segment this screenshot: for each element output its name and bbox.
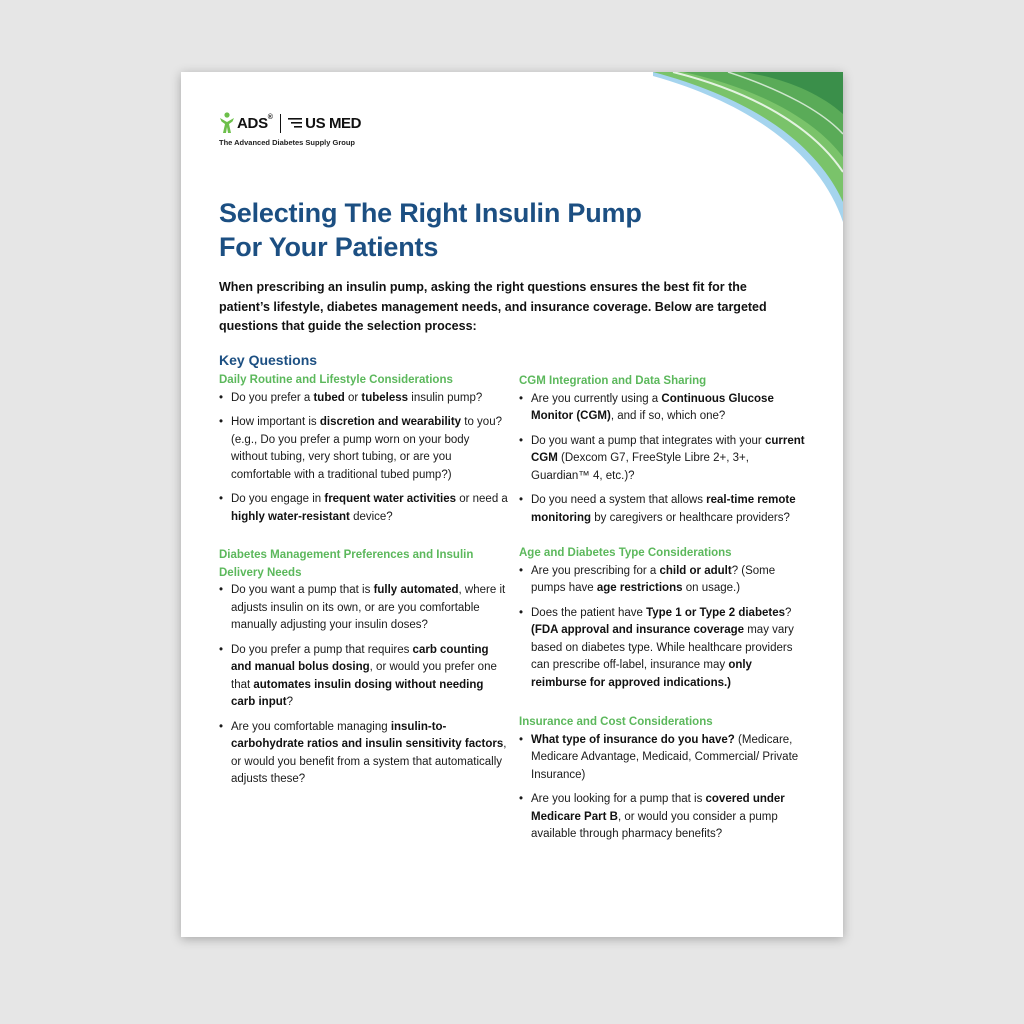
section-heading-diabetes-management: Diabetes Management Preferences and Insulin Delivery Needs [219,549,474,579]
bold-phrase: discretion and wearability [319,416,462,428]
bold-phrase: child or adult [659,564,732,577]
bold-phrase: What type of insurance do you have? [531,733,735,746]
section-heading-daily-routine: Daily Routine and Lifestyle Considerations [219,374,453,386]
question-item: • Are you comfortable managing insulin-to-carbohydrate ratios and insulin sensitivity factors, or would you benefit from a system that automatically adjusts these? [219,719,509,789]
ads-logo-text: ADS® [237,113,273,132]
question-item: • Do you want a pump that integrates with your current CGM (Dexcom G7, FreeStyle Libre 2+, 3+, Guardian™ 4, etc.)? [519,433,809,486]
page-title [219,196,779,264]
bold-phrase: covered under Medicare Part B [531,793,785,823]
ads-person-icon [219,112,235,134]
bold-phrase: real-time remote monitoring [531,494,796,524]
question-item: • Does the patient have Type 1 or Type 2 diabetes? (FDA approval and insurance coverage may vary based on diabetes type. While healthcare providers can prescribe off-label, insurance may only reimburse for approved indications.) [519,605,809,693]
insurance-cost-list [519,732,809,844]
question-item: • Do you want a pump that is fully automated, where it adjusts insulin on its own, or are you comfortable manually adjusting your insulin doses? [219,582,509,635]
bold-phrase: age restrictions [596,582,683,594]
question-item: • Do you prefer a pump that requires carb counting and manual bolus dosing, or would you prefer one that automates insulin dosing without needing carb input? [219,642,509,712]
usmed-logo-text: US MED [305,114,362,132]
question-item: • Are you prescribing for a child or adult? (Some pumps have age restrictions on usage.) [519,563,809,598]
bold-phrase: fully automated [373,584,459,596]
daily-routine-list [219,390,509,527]
age-diabetes-type-list [519,563,809,693]
question-item: • What type of insurance do you have? (Medicare, Medicare Advantage, Medicaid, Commercial/ Private Insurance) [519,732,809,785]
right-column [519,373,809,851]
bold-phrase: current CGM [531,434,805,464]
bold-phrase: (FDA approval and insurance coverage [531,624,745,636]
question-item: • Are you currently using a Continuous Glucose Monitor (CGM), and if so, which one? [519,391,809,426]
intro-paragraph: When prescribing an insulin pump, asking the right questions ensures the best fit for the patient’s lifestyle, diabetes management needs, and insurance coverage. Below are targeted questions that guide the selection process: [219,280,767,333]
logo-divider [280,114,282,133]
document-page [181,72,843,937]
title-line-2: For Your Patients [219,232,439,262]
bold-phrase: tubed [313,391,345,404]
key-questions-heading: Key Questions [219,352,318,368]
question-item: • How important is discretion and wearability to you? (e.g., Do you prefer a pump worn on your body without tubing, very short tubing, or are you comfortable with a traditional tubed pump?) [219,414,509,484]
title-line-1: Selecting The Right Insulin Pump [219,198,642,228]
bold-phrase: automates insulin dosing without needing carb input [231,678,484,708]
section-heading-age-diabetes-type: Age and Diabetes Type Considerations [519,547,732,559]
ads-usmed-logo [219,111,361,147]
section-heading-insurance-cost: Insurance and Cost Considerations [519,716,713,728]
question-item: • Are you looking for a pump that is covered under Medicare Part B, or would you consider a pump available through pharmacy benefits? [519,791,809,844]
bold-phrase: Continuous Glucose Monitor (CGM) [531,392,774,422]
bold-phrase: frequent water activities [324,493,457,505]
question-item: • Do you need a system that allows real-time remote monitoring by caregivers or healthcare providers? [519,492,809,527]
question-item: • Do you engage in frequent water activities or need a highly water-resistant device? [219,491,509,526]
section-heading-cgm-integration: CGM Integration and Data Sharing [519,375,707,387]
bold-phrase: highly water-resistant [231,510,350,523]
bold-phrase: carb counting and manual bolus dosing [231,643,489,673]
usmed-speed-lines-icon [288,115,304,131]
left-column [219,351,509,796]
bold-phrase: insulin-to-carbohydrate ratios and insulin sensitivity factors [231,720,504,750]
cgm-integration-list [519,391,809,528]
logo-tagline: The Advanced Diabetes Supply Group [219,138,355,147]
diabetes-management-list [219,582,509,789]
bold-phrase: only reimburse for approved indications.) [531,659,752,689]
question-item: • Do you prefer a tubed or tubeless insulin pump? [219,390,509,408]
bold-phrase: Type 1 or Type 2 diabetes [646,606,785,619]
bold-phrase: tubeless [361,391,409,404]
